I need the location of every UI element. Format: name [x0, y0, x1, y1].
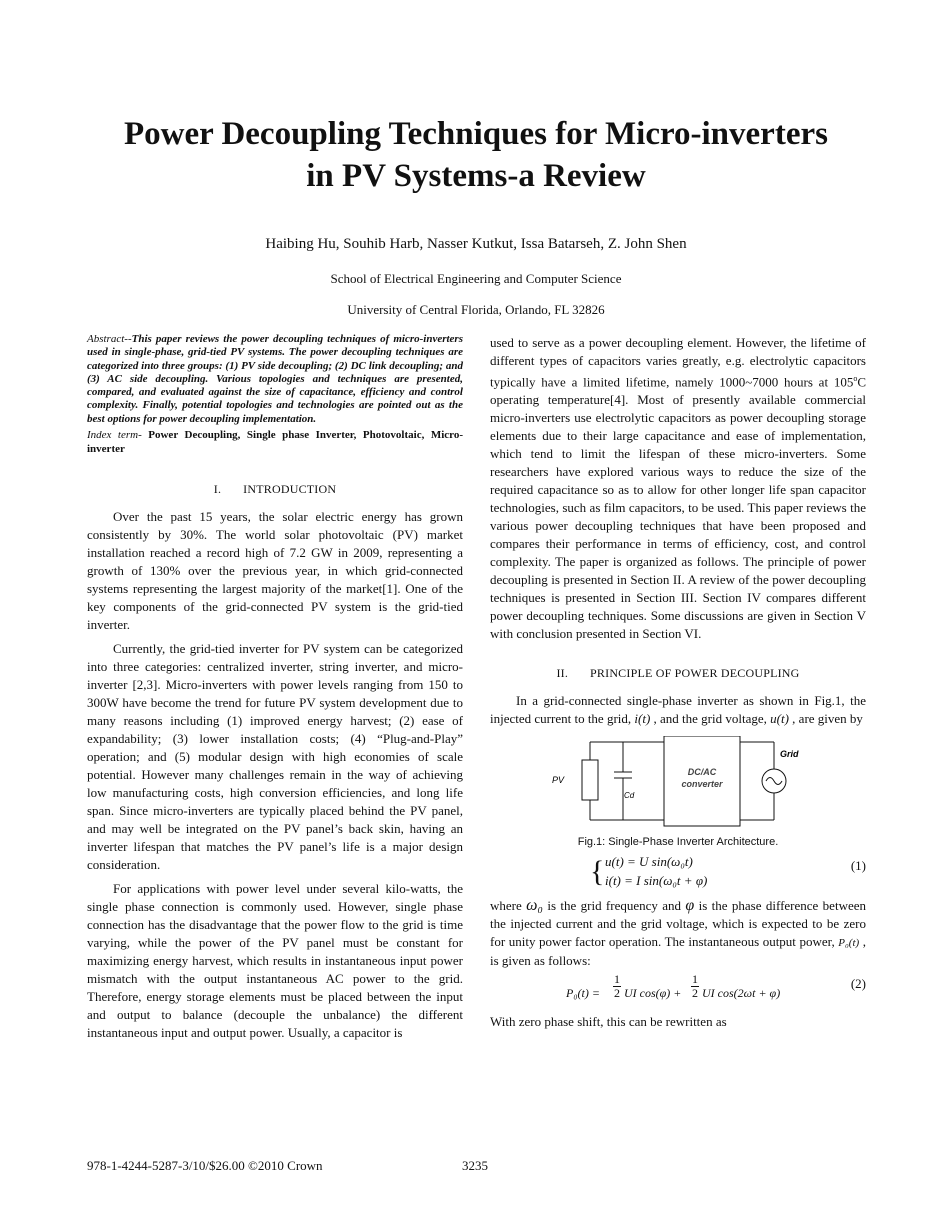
- converter-label-2: converter: [681, 779, 723, 790]
- index-terms-label: Index term-: [87, 429, 142, 442]
- abstract-text: This paper reviews the power decoupling techniques of micro-inverters used in single-phase, grid-tied PV systems. The power decoupling techniques are categorized into three groups: (1) PV side decoupling; (2) DC link decoupling; and (3) AC side decoupling. Various topologies and techniques are presented, compared, and evaluated against the size of capacitance, efficiency and control complexity. Finally, potential topologies and technologies are pointed out as the best options for power decoupling implementation.: [87, 333, 463, 425]
- equation-1-line-1: u(t) = U sin(ω₀t): [605, 854, 693, 870]
- section-heading-introduction: [87, 480, 463, 498]
- footer-page-number: 3235: [462, 1158, 488, 1173]
- section-number: I.: [213, 482, 222, 497]
- math-phi: φ: [685, 897, 695, 915]
- abstract-label: Abstract--: [87, 333, 132, 345]
- equation-2: [490, 973, 866, 1013]
- denominator: 2: [692, 986, 698, 1001]
- figure-caption: Fig.1: Single-Phase Inverter Architecture.: [577, 836, 779, 849]
- affiliation-university: University of Central Florida, Orlando, FL 32826: [347, 302, 605, 317]
- paragraph: [490, 692, 866, 728]
- left-column: [87, 333, 463, 1048]
- text-run: , is given as follows:: [490, 934, 867, 969]
- text-run: is the phase difference between the injected current and the grid voltage, which is expected to be zero for unity power factor operation. The instantaneous output power,: [490, 898, 866, 950]
- text-run: C operating temperature[4]. Most of presently available commercial micro-inverters use electrolytic capacitors as power decoupling storage elements due to their large capacitance and ease of implementation, which tend to limit the lifespan of these micro-inverters. Some researchers have explored various ways to reduce the size of the required capacitance so as to allow for other longer life span capacitor technologies, such as film capacitors, to be used. This paper reviews the various power decoupling techniques that have been proposed and compares their performance in terms of efficiency, cost, and control complexity. The paper is organized as follows. The principle of power decoupling is presented in Section II. A review of the power decoupling techniques is presented in Section III. Section IV compares different power decoupling techniques. Some discussions are given in Section V with conclusion presented in Section VI.: [490, 374, 866, 642]
- equation-2-term-1: UI cos(φ) +: [624, 986, 682, 1001]
- authors: Haibing Hu, Souhib Harb, Nasser Kutkut, Issa Batarseh, Z. John Shen: [265, 236, 687, 252]
- grid-sine-icon: [766, 778, 782, 785]
- superscript: o: [853, 374, 858, 383]
- equation-1-line-2: i(t) = I sin(ω₀t + φ): [605, 873, 708, 889]
- pv-label: PV: [552, 775, 565, 786]
- denominator: 2: [614, 986, 620, 1001]
- section-title: INTRODUCTION: [243, 482, 337, 497]
- circuit-diagram: [490, 736, 866, 830]
- grid-label: Grid: [780, 749, 799, 760]
- pv-source-box: [582, 760, 598, 800]
- paragraph: For applications with power level under several kilo-watts, the single phase connection is commonly used. However, single phase connection has the disadvantage that the power flow to the grid is time varying, while the power of the PV panel must be constant for maximizing energy harvest, which results in instantaneous input power mismatch with the output instantaneous AC power to the grid. Therefore, energy storage elements must be placed between the input and output to balance (decouple the unbalance) the different instantaneous input and output power. Usually, a capacitor is: [87, 881, 463, 1041]
- math-power: P₀(t): [838, 937, 860, 950]
- section-number: II.: [556, 666, 569, 681]
- math-voltage: u(t): [770, 711, 789, 727]
- text-run: used to serve as a power decoupling element. However, the lifetime of different types of capacitors varies greatly, e.g. electrolytic capacitors typically have a limited lifetime, namely 1000~7000 hours at 105: [490, 335, 866, 390]
- index-terms-text: Power Decoupling, Single phase Inverter, Photovoltaic, Micro-inverter: [87, 429, 463, 456]
- equation-number: (1): [850, 858, 866, 874]
- text-run: where: [490, 898, 527, 914]
- section-heading-principle: [490, 664, 866, 682]
- equation-2-term-2: UI cos(2ωt + φ): [702, 986, 781, 1001]
- paragraph: Over the past 15 years, the solar electric energy has grown consistently by 30%. The world solar photovoltaic (PV) market installation reached a record high of 7.2 GW in 2009, representing a growth of 130% over the previous year, in which grid-connected systems representing the largest majority of the market[1]. One of the key components of the grid-connected PV system is the grid-tied inverter.: [87, 509, 463, 633]
- text-run: , are given by: [788, 711, 863, 727]
- text-run: In a grid-connected single-phase inverter as shown in Fig.1, the injected current to the grid,: [490, 693, 866, 727]
- equation-1: [490, 853, 866, 893]
- paragraph: With zero phase shift, this can be rewritten as: [490, 1014, 727, 1030]
- converter-label-1: DC/AC: [687, 767, 717, 778]
- section-title: PRINCIPLE OF POWER DECOUPLING: [590, 666, 800, 681]
- paper-title: [40, 113, 912, 197]
- paragraph: Currently, the grid-tied inverter for PV system can be categorized into three categories: centralized inverter, string inverter, and micro-inverter [2,3]. Micro-inverters with power levels ranging from 150 to 300W have become the trend for future PV system development due to many reasons including (1) improved energy harvest; (2) ease of expandability; (3) lower installation costs; (4) “Plug-and-Play” operation; and (5) modular design with high economies of scale potential. However many challenges remain in the way of achieving low manufacturing costs, high conversion efficiencies, and long life span. Since micro-inverters are typically placed behind the PV panel, and may well be integrated on the PV panel’s back skin, having an inverter lifespan that matches the PV panel’s life is a major design consideration.: [87, 641, 463, 873]
- index-terms: [87, 428, 463, 456]
- fraction-half-1: [613, 973, 621, 1000]
- numerator: 1: [614, 972, 620, 987]
- equation-number: (2): [850, 976, 866, 992]
- fraction-half-2: [691, 973, 699, 1000]
- paragraph: [490, 897, 866, 970]
- numerator: 1: [692, 972, 698, 987]
- text-run: is the grid frequency and: [542, 898, 686, 914]
- footer-copyright: 978-1-4244-5287-3/10/$26.00 ©2010 Crown: [87, 1158, 323, 1173]
- figure-1-circuit: [490, 736, 866, 830]
- right-column: [490, 334, 866, 1031]
- text-run: , and the grid voltage,: [650, 711, 771, 727]
- math-current: i(t): [634, 711, 651, 727]
- equation-2-lhs: P₀(t) =: [566, 986, 600, 1001]
- title-line-1: Power Decoupling Techniques for Micro-inverters: [124, 116, 828, 152]
- brace: {: [590, 855, 605, 889]
- title-line-2: in PV Systems-a Review: [306, 158, 646, 194]
- affiliation-school: School of Electrical Engineering and Computer Science: [330, 271, 622, 286]
- abstract: [87, 333, 463, 426]
- math-omega: ω₀: [526, 897, 543, 915]
- paragraph: [490, 334, 866, 643]
- capacitor-label: Cd: [624, 791, 635, 801]
